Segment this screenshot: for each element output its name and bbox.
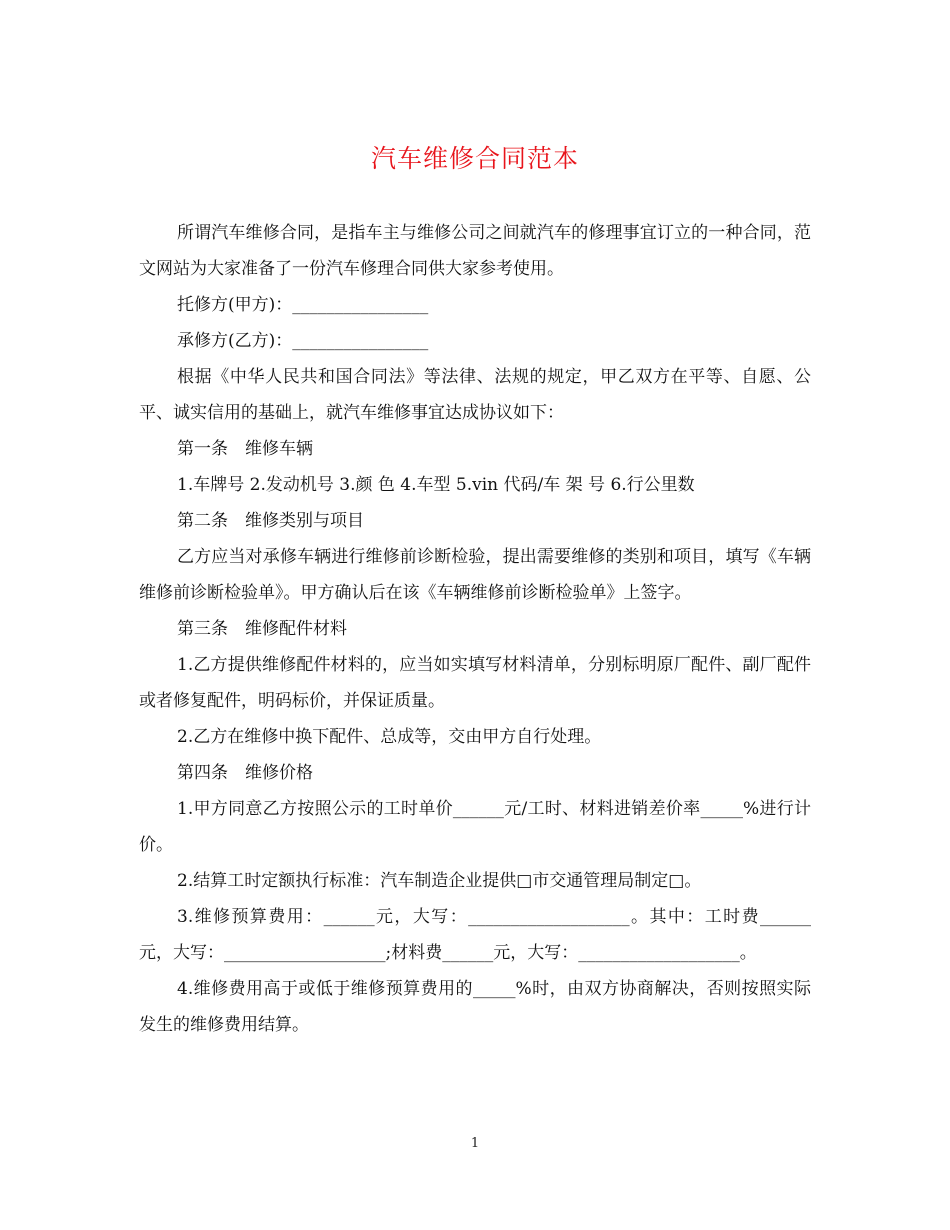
article-2-heading: 第二条 维修类别与项目: [177, 511, 364, 531]
page-number: 1: [470, 1136, 480, 1151]
price-clause-2: 2.结算工时定额执行标准：汽车制造企业提供□市交通管理局制定□。: [177, 871, 702, 891]
legal-basis-paragraph: 根据《中华人民共和国合同法》等法律、法规的规定，甲乙双方在平等、自愿、公平、诚实信用的基础上，就汽车维修事宜达成协议如下：: [139, 367, 811, 423]
article-3-heading: 第三条 维修配件材料: [177, 619, 347, 639]
intro-paragraph: 所谓汽车维修合同，是指车主与维修公司之间就汽车的修理事宜订立的一种合同，范文网站为大家准备了一份汽车修理合同供大家参考使用。: [139, 223, 811, 279]
price-clause-4: 4.维修费用高于或低于维修预算费用的_____%时，由双方协商解决，否则按照实际发生的维修费用结算。: [139, 979, 811, 1035]
document-title: 汽车维修合同范本: [370, 144, 579, 173]
vehicle-info-line: 1.车牌号 2.发动机号 3.颜 色 4.车型 5.vin 代码/车 架 号 6.行公里数: [177, 475, 695, 495]
document-body: [139, 215, 811, 1043]
price-clause-3: 3.维修预算费用：______元，大写：___________________。其中：工时费______元，大写：___________________;材料费______元，大写：___________________。: [139, 907, 811, 963]
materials-clause-1: 1.乙方提供维修配件材料的，应当如实填写材料清单，分别标明原厂配件、副厂配件或者修复配件，明码标价，并保证质量。: [139, 655, 811, 711]
article-1-heading: 第一条 维修车辆: [177, 439, 313, 459]
article-4-heading: 第四条 维修价格: [177, 763, 313, 783]
materials-clause-2: 2.乙方在维修中换下配件、总成等，交由甲方自行处理。: [177, 727, 602, 747]
inspection-paragraph: 乙方应当对承修车辆进行维修前诊断检验，提出需要维修的类别和项目，填写《车辆维修前诊断检验单》。甲方确认后在该《车辆维修前诊断检验单》上签字。: [139, 547, 811, 603]
party-a-line: 托修方(甲方)：________________: [177, 295, 429, 315]
price-clause-1: 1.甲方同意乙方按照公示的工时单价______元/工时、材料进销差价率_____%进行计价。: [139, 799, 811, 855]
party-b-line: 承修方(乙方)：________________: [177, 331, 429, 351]
